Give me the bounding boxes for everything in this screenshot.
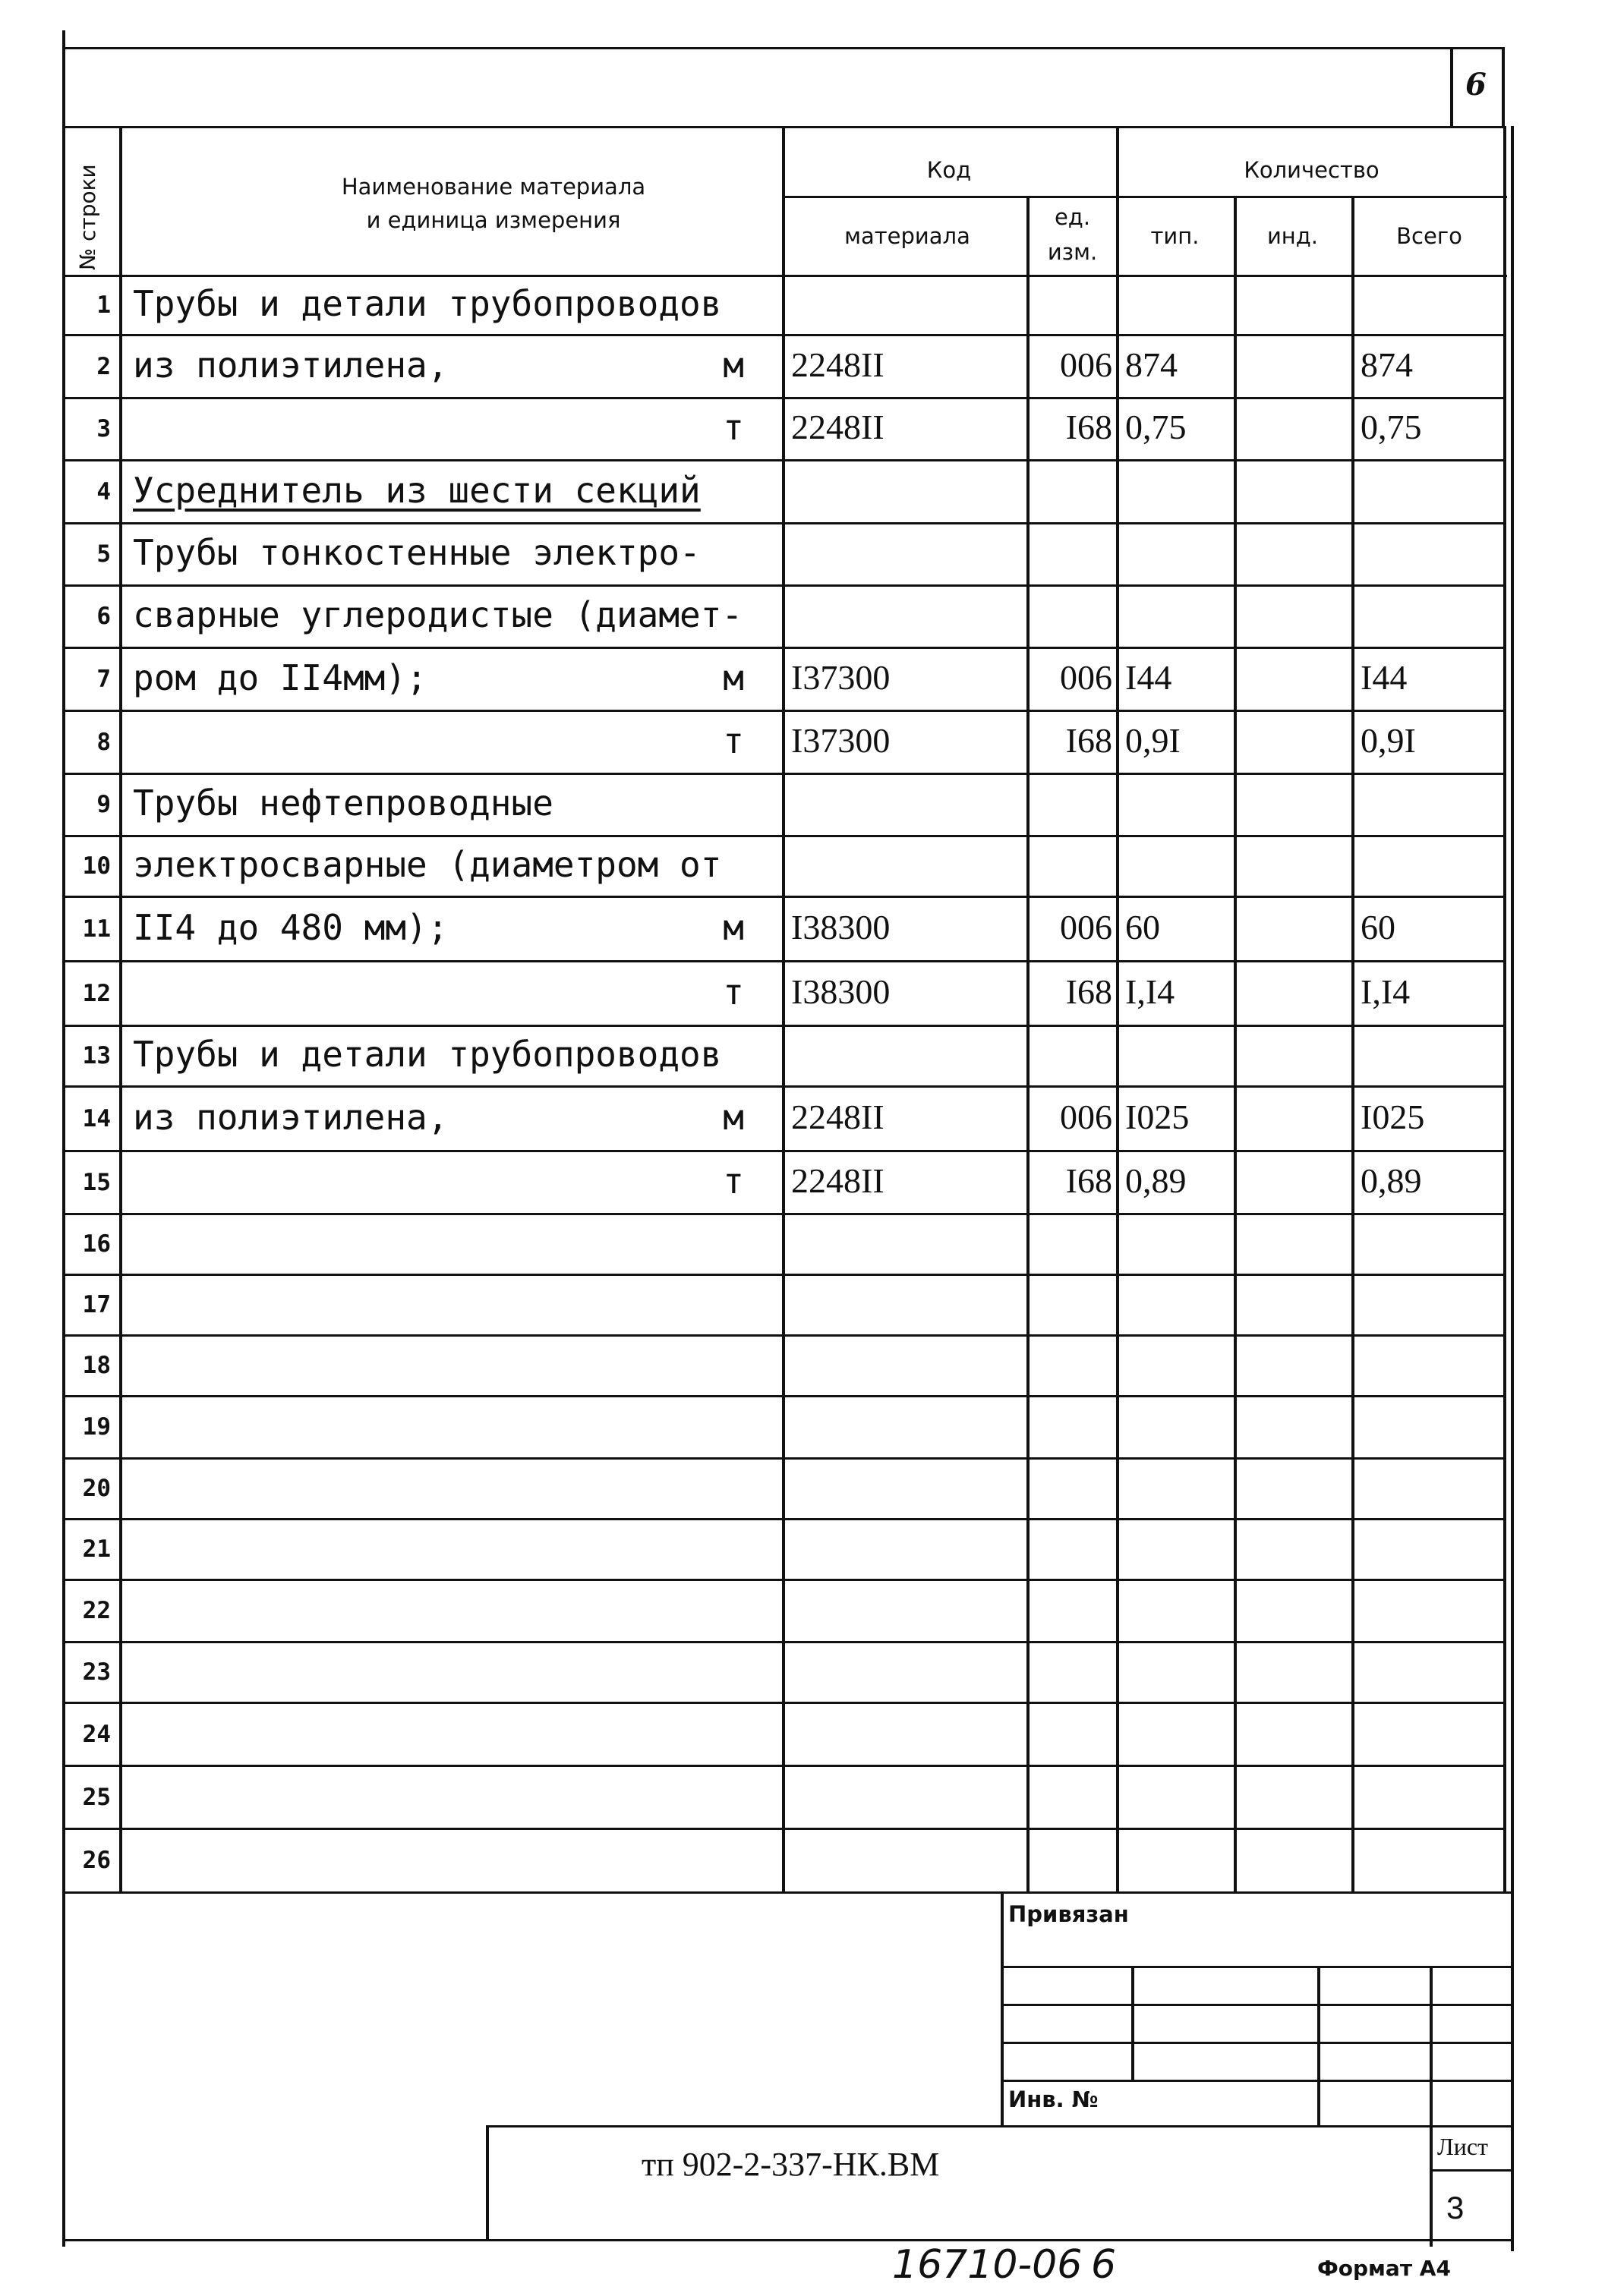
sheet-label-line <box>1430 2169 1511 2172</box>
qty-total: 874 <box>1361 345 1413 384</box>
unit: м <box>723 906 744 948</box>
row-number: 26 <box>82 1847 111 1874</box>
material-name: Усреднитель из шести секций <box>133 469 701 511</box>
material-name: из полиэтилена, <box>133 344 449 386</box>
row-number: 3 <box>96 415 111 443</box>
doc-code: тп 902-2-337-НК.ВМ <box>642 2146 940 2183</box>
header-code-unit-1: ед. <box>1054 204 1091 230</box>
unit-code: 006 <box>1060 1097 1112 1136</box>
sheet-mark-right <box>1502 47 1505 126</box>
row-number: 22 <box>82 1597 111 1624</box>
unit: м <box>723 657 744 698</box>
row-number: 13 <box>82 1042 111 1069</box>
row-number: 21 <box>82 1535 111 1563</box>
stamp-vline-a <box>1131 1966 1134 2080</box>
unit: т <box>723 720 744 761</box>
row-line-2 <box>62 397 1503 399</box>
qty-typical: 874 <box>1125 345 1178 384</box>
column-line-4 <box>1234 196 1237 1891</box>
material-code: I37300 <box>791 720 891 760</box>
row-number: 12 <box>82 979 111 1007</box>
qty-total: I44 <box>1361 657 1408 697</box>
row-line-12 <box>62 1025 1503 1027</box>
row-number: 23 <box>82 1658 111 1686</box>
qty-typical: I,I4 <box>1125 972 1175 1011</box>
stamp-inv-label: Инв. № <box>1008 2087 1099 2112</box>
row-line-15 <box>62 1213 1503 1215</box>
row-line-23 <box>62 1702 1503 1704</box>
row-line-9 <box>62 835 1503 837</box>
row-line-18 <box>62 1395 1503 1397</box>
row-line-13 <box>62 1085 1503 1088</box>
stamp-top-line <box>62 1891 1511 1894</box>
stamp-line-3 <box>1001 2042 1511 2044</box>
row-line-25 <box>62 1828 1503 1830</box>
material-name: ром до II4мм); <box>133 657 427 698</box>
unit: т <box>723 407 744 448</box>
material-code: I37300 <box>791 657 891 697</box>
unit-code: I68 <box>1065 720 1112 760</box>
row-line-14 <box>62 1150 1503 1152</box>
sheet-number: 3 <box>1446 2190 1465 2225</box>
header-row-no: № строки <box>75 164 100 270</box>
stamp-doc-left <box>486 2125 489 2239</box>
row-number: 4 <box>96 477 111 505</box>
column-line-0 <box>119 126 122 1891</box>
row-line-7 <box>62 710 1503 712</box>
right-border <box>1511 126 1514 2251</box>
sheet-label: Лист <box>1437 2133 1489 2160</box>
row-line-6 <box>62 647 1503 649</box>
stamp-line-2 <box>1001 2004 1511 2006</box>
row-line-3 <box>62 459 1503 461</box>
row-line-19 <box>62 1457 1503 1460</box>
row-number: 8 <box>96 728 111 756</box>
row-number: 24 <box>82 1720 111 1748</box>
header-mid-line <box>782 196 1507 198</box>
row-number: 25 <box>82 1783 111 1811</box>
stamp-vline-c <box>1430 1966 1433 2247</box>
unit: т <box>723 971 744 1013</box>
row-line-20 <box>62 1518 1503 1520</box>
row-number: 18 <box>82 1352 111 1379</box>
stamp-bound-label: Привязан <box>1008 1901 1129 1927</box>
header-name-line1: Наименование материала <box>341 174 646 200</box>
row-number: 7 <box>96 665 111 693</box>
row-number: 17 <box>82 1291 111 1318</box>
unit-code: 006 <box>1060 657 1112 697</box>
material-code: 2248II <box>791 345 884 384</box>
unit-code: I68 <box>1065 972 1112 1011</box>
qty-total: 0,89 <box>1361 1161 1422 1200</box>
qty-total: 60 <box>1361 907 1395 946</box>
row-number: 14 <box>82 1104 111 1132</box>
unit-code: 006 <box>1060 345 1112 384</box>
row-number: 20 <box>82 1475 111 1502</box>
stamp-doc-top <box>486 2125 1511 2128</box>
qty-total: 0,75 <box>1361 408 1422 446</box>
row-line-21 <box>62 1579 1503 1581</box>
row-number: 16 <box>82 1230 111 1258</box>
qty-total: 0,9I <box>1361 720 1416 760</box>
unit: т <box>723 1160 744 1202</box>
material-name: II4 до 480 мм); <box>133 906 449 948</box>
row-number: 11 <box>82 915 111 943</box>
stamp-line-1 <box>1001 1966 1511 1968</box>
handwritten-code: 16710-06 <box>892 2242 1083 2288</box>
row-number: 10 <box>82 852 111 880</box>
sheet-mark-divider <box>1450 47 1453 126</box>
header-name-line2: и единица измерения <box>366 207 621 233</box>
qty-typical: I44 <box>1125 657 1172 697</box>
column-line-5 <box>1351 196 1354 1891</box>
qty-typical: 60 <box>1125 907 1160 946</box>
qty-typical: I025 <box>1125 1097 1190 1136</box>
header-code-unit-2: изм. <box>1047 239 1098 265</box>
column-line-3 <box>1116 126 1119 1891</box>
column-line-1 <box>782 126 785 1891</box>
format-label: Формат А4 <box>1317 2256 1451 2281</box>
stamp-line-4 <box>1001 2080 1511 2082</box>
material-name: Трубы нефтепроводные <box>133 783 553 824</box>
material-code: 2248II <box>791 1161 884 1200</box>
material-name: Трубы тонкостенные электро- <box>133 532 701 573</box>
table-right-line <box>1503 126 1506 1891</box>
column-line-2 <box>1026 196 1030 1891</box>
handwritten-page: 6 <box>1091 2242 1117 2288</box>
unit: м <box>723 344 744 386</box>
row-number: 19 <box>82 1413 111 1441</box>
unit-code: 006 <box>1060 907 1112 946</box>
header-qty-group: Количество <box>1244 157 1380 183</box>
stamp-vline-b <box>1317 1966 1320 2125</box>
material-name: сварные углеродистые (диамет- <box>133 594 743 635</box>
stamp-bound-left <box>1001 1891 1004 2127</box>
qty-total: I025 <box>1361 1097 1425 1136</box>
row-number: 2 <box>96 352 111 380</box>
header-qty-ind: инд. <box>1266 223 1319 249</box>
row-number: 6 <box>96 603 111 630</box>
row-number: 9 <box>96 791 111 818</box>
header-code-group: Код <box>926 157 972 183</box>
header-qty-typ: тип. <box>1150 223 1200 249</box>
material-name: электросварные (диаметром от <box>133 844 722 885</box>
sheet-mark: 6 <box>1465 67 1487 102</box>
header-qty-total: Всего <box>1396 223 1462 249</box>
unit-code: I68 <box>1065 408 1112 446</box>
stamp-bottom-line <box>62 2239 1511 2241</box>
row-line-17 <box>62 1334 1503 1337</box>
row-line-1 <box>62 334 1503 336</box>
row-line-8 <box>62 773 1503 775</box>
row-line-22 <box>62 1641 1503 1643</box>
material-name: Трубы и детали трубопроводов <box>133 1034 722 1075</box>
material-name: из полиэтилена, <box>133 1096 449 1138</box>
qty-typical: 0,9I <box>1125 720 1181 760</box>
row-line-24 <box>62 1765 1503 1767</box>
material-code: I38300 <box>791 907 891 946</box>
material-code: 2248II <box>791 1097 884 1136</box>
unit-code: I68 <box>1065 1161 1112 1200</box>
row-number: 5 <box>96 540 111 568</box>
row-line-11 <box>62 960 1503 962</box>
row-line-4 <box>62 522 1503 524</box>
material-code: 2248II <box>791 408 884 446</box>
qty-typical: 0,89 <box>1125 1161 1187 1200</box>
row-number: 1 <box>96 291 111 319</box>
row-line-5 <box>62 584 1503 587</box>
qty-total: I,I4 <box>1361 972 1411 1011</box>
header-code-material: материала <box>844 223 970 249</box>
material-name: Трубы и детали трубопроводов <box>133 283 722 324</box>
material-code: I38300 <box>791 972 891 1011</box>
top-border <box>62 47 1505 49</box>
unit: м <box>723 1096 744 1138</box>
row-line-16 <box>62 1274 1503 1276</box>
row-number: 15 <box>82 1168 111 1196</box>
row-line-10 <box>62 896 1503 898</box>
qty-typical: 0,75 <box>1125 408 1187 446</box>
